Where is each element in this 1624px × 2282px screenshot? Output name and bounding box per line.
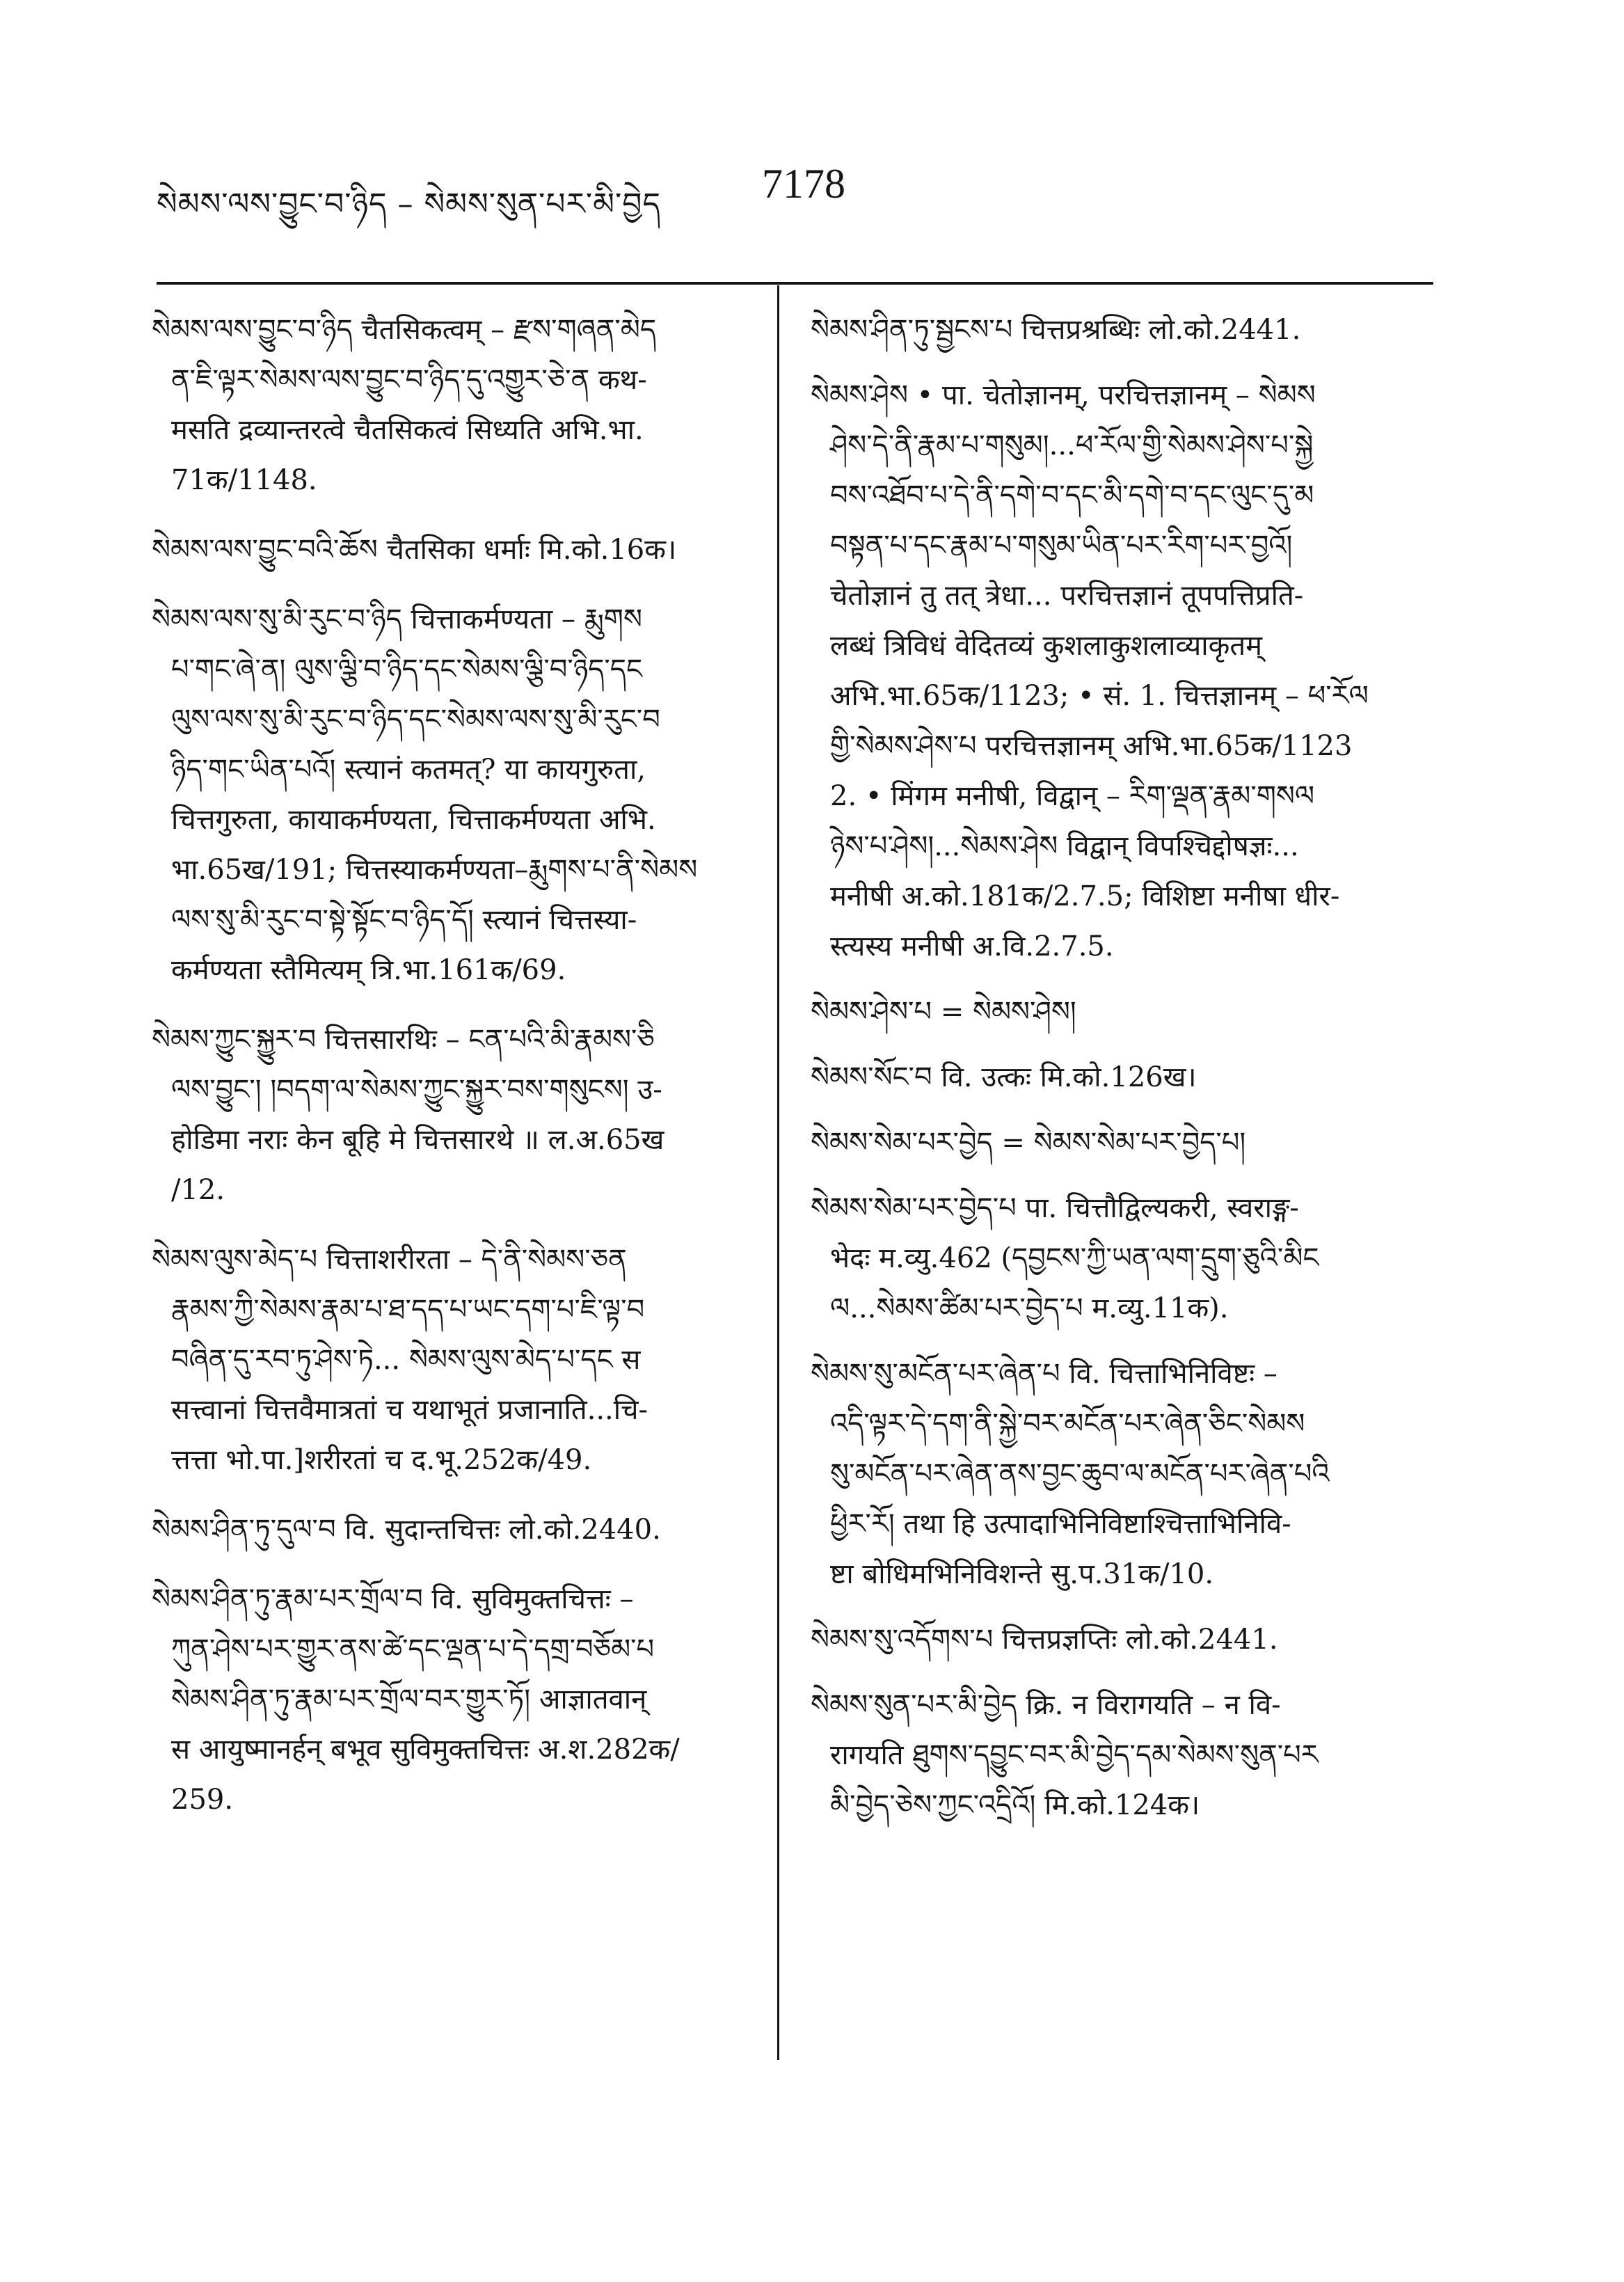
entry-line: ལུས་ལས་སུ་མི་རུང་བ་ཉིད་དང་སེམས་ལས་སུ་མི་རུང་བ bbox=[171, 704, 660, 736]
entry-headline: སེམས་ཤིན་ཏུ་རྣམ་པར་གྲོལ་བ वि. सुविमुक्तचित्तः – bbox=[152, 1583, 634, 1615]
entry-line: चित्तगुरुता, कायाकर्मण्यता, चित्ताकर्मण्यता अभि. bbox=[171, 804, 656, 836]
dictionary-entry bbox=[152, 1505, 764, 1555]
entry-line: ན་ཇི་ལྟར་སེམས་ལས་བྱུང་བ་ཉིད་དུ་འགྱུར་ཅེ་ན कथ- bbox=[171, 364, 647, 396]
entry-headline: སེམས་སོང་བ वि. उत्कः मि.को.126ख। bbox=[811, 1061, 1197, 1093]
dictionary-entry bbox=[152, 305, 764, 505]
entry-line: सत्त्वानां चित्तवैमात्रतां च यथाभूतं प्रजानाति...चि- bbox=[171, 1394, 648, 1426]
entry-line: ཤེས་དེ་ནི་རྣམ་པ་གསུམ།...ཕ་རོལ་གྱི་སེམས་ཤེས་པ་སྐྱེ bbox=[830, 429, 1314, 461]
entry-headline: སེམས་ལས་སུ་མི་རུང་བ་ཉིད चित्ताकर्मण्यता – རྨུགས bbox=[152, 603, 642, 635]
dictionary-entry bbox=[811, 1349, 1423, 1599]
dictionary-entry bbox=[152, 1015, 764, 1215]
entry-line: བཞིན་དུ་རབ་ཏུ་ཤེས་ཏེ... སེམས་ལུས་མེད་པ་དང स bbox=[171, 1344, 641, 1376]
entry-line: मनीषी अ.को.181क/2.7.5; विशिष्टा मनीषा धीर- bbox=[830, 880, 1340, 912]
entry-headline: སེམས་ལས་བྱུང་བའི་ཆོས चैतसिका धर्माः मि.को.16क। bbox=[152, 534, 677, 566]
dictionary-entry bbox=[811, 370, 1423, 972]
entry-line: བས་འཐོབ་པ་དེ་ནི་དགེ་བ་དང་མི་དགེ་བ་དང་ལུང་དུ་མ bbox=[830, 480, 1314, 512]
entry-line: རྣམས་ཀྱི་སེམས་རྣམ་པ་ཐ་དད་པ་ཡང་དག་པ་ཇི་ལྟ་བ bbox=[171, 1294, 645, 1326]
dictionary-entry bbox=[811, 1052, 1423, 1102]
entry-headline: སེམས་ཤེས • पा. चेतोज्ञानम्, परचित्तज्ञानम् – སེམས bbox=[811, 379, 1316, 411]
dictionary-entry bbox=[811, 305, 1423, 355]
entry-line: /12. bbox=[171, 1174, 225, 1206]
header-rule bbox=[157, 282, 1433, 285]
page-header bbox=[157, 160, 1423, 223]
entry-line: होडिमा नराः केन बूहि मे चित्तसारथे ॥ ल.अ.65ख bbox=[171, 1124, 664, 1156]
right-column bbox=[811, 305, 1423, 1846]
entry-headline: སེམས་ཤེས་པ = སེམས་ཤེས། bbox=[811, 996, 1076, 1028]
entry-headline: སེམས་ཤིན་ཏུ་སྦྱངས་པ चित्तप्रश्रब्धिः लो.को.2441. bbox=[811, 314, 1301, 346]
entry-line: འདི་ལྟར་དེ་དག་ནི་སྐྱེ་བར་མངོན་པར་ཞེན་ཅིང་སེམས bbox=[830, 1408, 1305, 1440]
entry-line: བསྟན་པ་དང་རྣམ་པ་གསུམ་ཡིན་པར་རིག་པར་བྱའོ། bbox=[830, 530, 1293, 562]
dictionary-entry bbox=[811, 1183, 1423, 1333]
entry-line: लब्धं त्रिविधं वेदितव्यं कुशलाकुशलाव्याकृतम् bbox=[830, 630, 1263, 662]
entry-line: स आयुष्मानर्हन् बभूव सुविमुक्तचित्तः अ.श.282क/ bbox=[171, 1734, 680, 1766]
entry-line: मसति द्रव्यान्तरत्वे चैतसिकत्वं सिध्यति अभि.भा. bbox=[171, 414, 644, 446]
entry-line: अभि.भा.65क/1123; • सं. 1. चित्तज्ञानम् – ཕ་རོལ bbox=[830, 680, 1369, 712]
entry-line: भेदः म.व्यु.462 (དབྱངས་ཀྱི་ཡན་ལག་དྲུག་ཅུའི་མིང bbox=[830, 1242, 1319, 1274]
entry-line: कर्मण्यता स्तैमित्यम् त्रि.भा.161क/69. bbox=[171, 954, 566, 986]
column-divider bbox=[777, 285, 779, 2060]
entry-line: त्तत्ता भो.पा.]शरीरतां च द.भू.252क/49. bbox=[171, 1444, 592, 1476]
entry-line: ལས་སུ་མི་རུང་བ་སྟེ་སྟོང་བ་ཉིད་དོ། स्त्यानं चित्तस्या- bbox=[171, 904, 637, 936]
entry-line: ལ...སེམས་ཚིམ་པར་བྱེད་པ म.व्यु.11क). bbox=[830, 1292, 1229, 1324]
entry-line: 2. • मिंगम मनीषी, विद्वान् – རིག་ལྡན་རྣམ་གསལ bbox=[830, 780, 1315, 812]
entry-headline: སེམས་སུན་པར་མི་བྱེད क्रि. न विरागयति – न वि- bbox=[811, 1689, 1281, 1721]
dictionary-entry bbox=[811, 1118, 1423, 1168]
entry-headline: སེམས་སུ་འདོགས་པ चित्तप्रज्ञप्तिः लो.को.2441. bbox=[811, 1624, 1278, 1656]
dictionary-entry bbox=[152, 594, 764, 995]
entry-line: ཕྱིར་རོ། तथा हि उत्पादाभिनिविष्टाश्चित्ताभिनिवि- bbox=[830, 1508, 1291, 1540]
entry-line: ष्टा बोधिमभिनिविशन्ते सु.प.31क/10. bbox=[830, 1558, 1214, 1590]
dictionary-entry bbox=[152, 525, 764, 575]
entry-line: ཉིད་གང་ཡིན་པའོ། स्त्यानं कतमत्? या कायगुरुता, bbox=[171, 754, 646, 786]
entry-line: 71क/1148. bbox=[171, 464, 317, 496]
entry-line: चेतोज्ञानं तु तत् त्रेधा... परचित्तज्ञानं तूपपत्तिप्रति- bbox=[830, 580, 1304, 612]
dictionary-entry bbox=[811, 1680, 1423, 1830]
entry-headline: སེམས་ཤིན་ཏུ་དུལ་བ वि. सुदान्तचित्तः लो.को.2440. bbox=[152, 1514, 661, 1546]
entry-line: སུ་མངོན་པར་ཞེན་ནས་བྱང་ཆུབ་ལ་མངོན་པར་ཞེན་པའི bbox=[830, 1458, 1330, 1490]
entry-line: ཀུན་ཤེས་པར་གྱུར་ནས་ཚེ་དང་ལྡན་པ་དེ་དགྲ་བཅོམ་པ bbox=[171, 1633, 655, 1665]
left-column bbox=[152, 305, 764, 1844]
entry-headline: སེམས་ཀྱུང་སྐྱུར་བ चित्तसारथिः – ངན་པའི་མི་རྣམས་ཅི bbox=[152, 1024, 655, 1056]
entry-line: रागयति ཐུགས་དབྱུང་བར་མི་བྱེད་དམ་སེམས་སུན་པར bbox=[830, 1739, 1319, 1771]
entry-line: भा.65ख/191; चित्तस्याकर्मण्यता–རྨུགས་པ་ནི་སེམས bbox=[171, 854, 698, 886]
page-number: 7178 bbox=[762, 161, 845, 207]
entry-line: ལས་བྱུང་། །བདག་ལ་སེམས་ཀྱུང་སྐྱུར་བས་གསུངས། उ- bbox=[171, 1074, 662, 1106]
entry-line: པ་གང་ཞེ་ན། ལུས་ལྕི་བ་ཉིད་དང་སེམས་ལྕི་བ་ཉིད་དང bbox=[171, 653, 643, 686]
entry-headline: སེམས་སེམ་པར་བྱེད = སེམས་སེམ་པར་བྱེད་པ། bbox=[811, 1127, 1246, 1159]
entry-line: 259. bbox=[171, 1784, 234, 1816]
entry-headline: སེམས་ལས་བྱུང་བ་ཉིད चैतसिकत्वम् – རྫས་གཞན་མེད bbox=[152, 314, 657, 346]
dictionary-entry bbox=[152, 1574, 764, 1825]
dictionary-entry bbox=[811, 987, 1423, 1037]
entry-line: གྱི་སེམས་ཤེས་པ परचित्तज्ञानम् अभि.भा.65क/1123 bbox=[830, 730, 1353, 762]
dictionary-entry bbox=[152, 1235, 764, 1485]
entry-line: སེམས་ཤིན་ཏུ་རྣམ་པར་གྲོལ་བར་གྱུར་ཏོ། आज्ञातवान् bbox=[171, 1683, 647, 1716]
entry-line: स्त्यस्य मनीषी अ.वि.2.7.5. bbox=[830, 930, 1114, 962]
entry-headline: སེམས་སུ་མངོན་པར་ཞེན་པ वि. चित्ताभिनिविष्टः – bbox=[811, 1358, 1277, 1390]
entry-line: ཉེས་པ་ཤེས།...སེམས་ཤེས विद्वान् विपश्चिद्दोषज्ञः... bbox=[830, 830, 1299, 862]
entry-headline: སེམས་སེམ་པར་བྱེད་པ पा. चित्तौद्विल्यकरी, स्वराङ्ग- bbox=[811, 1192, 1299, 1224]
dictionary-entry bbox=[811, 1615, 1423, 1665]
entry-headline: སེམས་ལུས་མེད་པ चित्ताशरीरता – དེ་ནི་སེམས་ཅན bbox=[152, 1244, 627, 1276]
entry-line: མི་བྱེད་ཅེས་ཀྱང་འདྲིའོ། मि.को.124क। bbox=[830, 1789, 1200, 1821]
running-head: སེམས་ལས་བྱུང་བ་ཉིད – སེམས་སུན་པར་མི་བྱེད bbox=[157, 187, 661, 222]
